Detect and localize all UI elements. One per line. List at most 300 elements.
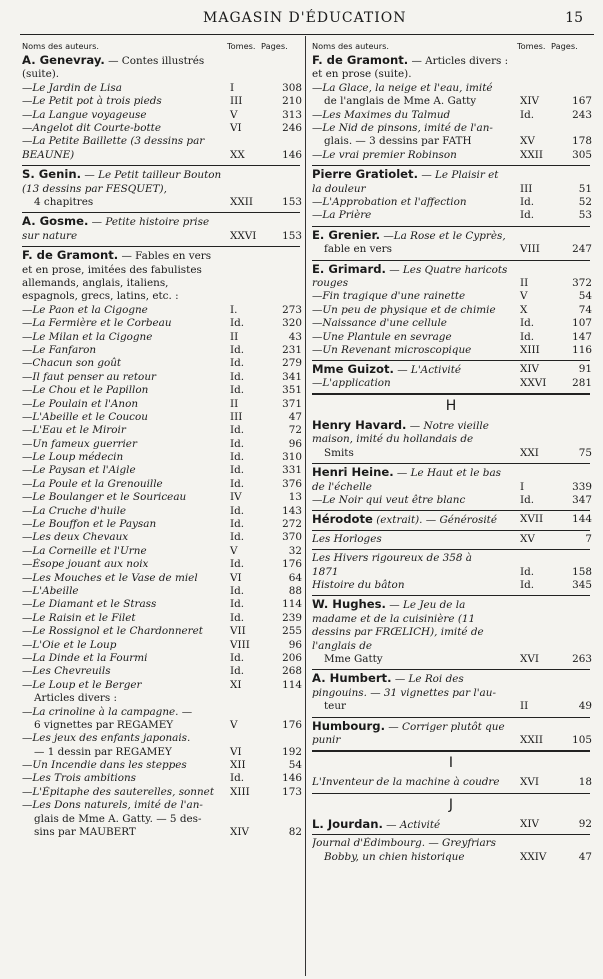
line-title: —Le Loup médecin: [22, 451, 124, 464]
index-line: [22, 464, 300, 477]
author-name: L. Jourdan.: [312, 817, 383, 831]
author-name: E. Grimard.: [312, 261, 386, 276]
line-title: —Les Maximes du Talmud: [312, 108, 451, 121]
line-page: 53: [578, 209, 592, 222]
line-tome: IV: [230, 491, 242, 504]
line-tome: Id.: [230, 451, 245, 464]
index-line: [22, 424, 300, 437]
index-line: [22, 438, 300, 451]
line-title: Bobby, un chien historique: [324, 850, 465, 863]
line-tome: VIII: [230, 638, 250, 651]
line-tome: Id.: [230, 424, 245, 437]
line-page: 176: [282, 718, 302, 731]
line-page: 75: [578, 446, 592, 459]
index-line: [312, 290, 590, 303]
line-tome: XXII: [520, 734, 544, 747]
index-line: [22, 759, 300, 772]
entry-desc: — Notre vieille maison, imité du hollandais de: [312, 420, 489, 446]
line-title: —Les Mouches et le Vase de miel: [22, 571, 198, 584]
line-page: 107: [572, 317, 592, 330]
entry-desc: — Articles divers : et en prose (suite).: [312, 55, 509, 81]
entry-desc: —La Rose et le Cyprès,: [383, 229, 506, 242]
index-line: [22, 639, 300, 652]
line-tome: XIII: [520, 343, 540, 356]
index-line: [22, 149, 300, 162]
line-page: 92: [578, 817, 592, 830]
index-line: [22, 109, 300, 122]
column-divider: [305, 36, 306, 976]
line-tome: XVI: [520, 776, 540, 789]
author-name: Pierre Gratiolet.: [312, 167, 418, 182]
line-title: —Les Dons naturels, imité de l'an-: [22, 799, 203, 812]
line-page: 82: [288, 826, 302, 839]
index-line: [22, 196, 300, 209]
index-line: [22, 478, 300, 491]
line-title: —Le Noir qui veut être blanc: [312, 494, 466, 507]
index-line: [22, 304, 300, 317]
index-line: [22, 95, 300, 108]
line-title: —Le Loup et le Berger: [22, 678, 142, 691]
line-tome: V: [230, 108, 238, 121]
index-line: [22, 652, 300, 665]
line-tome: XXI: [520, 446, 539, 459]
index-line: [22, 679, 300, 692]
line-tome: VI: [230, 571, 242, 584]
line-page: 192: [282, 745, 302, 758]
line-tome: Id.: [230, 504, 245, 517]
line-title: Journal d'Édimbourg. — Greyfriars: [312, 837, 496, 850]
header-rule: [20, 34, 594, 35]
line-tome: III: [230, 410, 243, 423]
line-title: —Fin tragique d'une rainette: [312, 290, 466, 303]
line-page: 32: [288, 544, 302, 557]
line-title: —Le Chou et le Papillon: [22, 384, 149, 397]
line-tome: I.: [230, 303, 238, 316]
index-line: [22, 732, 300, 745]
line-title: —Angelot dit Courte-botte: [22, 121, 162, 134]
line-title: — Activité: [386, 818, 441, 831]
entry-desc: — Contes illustrés (suite).: [22, 55, 205, 81]
line-page: 146: [282, 148, 302, 161]
line-page: 376: [282, 477, 302, 490]
line-tome: Id.: [520, 494, 535, 507]
author-name: Henri Heine.: [312, 465, 394, 480]
line-tome: XV: [520, 135, 535, 148]
line-title: —Le Poulain et l'Anon: [22, 397, 139, 410]
index-line: [22, 331, 300, 344]
page-title: MAGASIN D'ÉDUCATION: [203, 10, 407, 26]
line-page: 239: [282, 611, 302, 624]
line-tome: V: [230, 718, 238, 731]
index-line: [22, 518, 300, 531]
index-line: [22, 344, 300, 357]
index-line: [312, 447, 590, 460]
index-line: [22, 746, 300, 759]
entry-genevray: [22, 52, 300, 166]
author-name: Henry Havard.: [312, 418, 407, 433]
line-title: —L'Abeille et le Coucou: [22, 410, 148, 423]
authors-heading: Noms des auteurs.: [312, 41, 389, 51]
index-line: [22, 786, 300, 799]
line-tome: II: [230, 397, 239, 410]
index-line: [22, 612, 300, 625]
line-page: 96: [288, 638, 302, 651]
line-title: —La Dinde et la Fourmi: [22, 651, 148, 664]
line-tome: Id.: [230, 611, 245, 624]
index-line: [312, 304, 590, 317]
line-page: 144: [572, 513, 592, 526]
line-title: Les Hivers rigoureux de 358 à: [312, 552, 472, 565]
index-line: [312, 149, 590, 162]
index-line: [22, 813, 300, 826]
entry-journal: [312, 835, 590, 867]
index-line: [312, 837, 590, 850]
line-tome: Id.: [230, 531, 245, 544]
index-line: [312, 734, 590, 747]
line-title: —Naissance d'une cellule: [312, 317, 447, 330]
index-line: [22, 572, 300, 585]
line-page: 313: [282, 108, 302, 121]
entry-desc: — Les Quatre haricots: [389, 263, 508, 276]
index-line: [312, 818, 590, 831]
line-tome: Id.: [230, 598, 245, 611]
line-title: —Un Incendie dans les steppes: [22, 759, 187, 772]
line-tome: XII: [230, 759, 246, 772]
line-page: 158: [572, 565, 592, 578]
right-column: [312, 38, 590, 867]
index-line: [22, 585, 300, 598]
line-page: 116: [572, 343, 592, 356]
line-tome: II: [230, 330, 239, 343]
line-title: (extrait). — Générosité: [376, 514, 497, 527]
line-title: —Le Paysan et l'Aigle: [22, 464, 136, 477]
line-title: L'Inventeur de la machine à coudre: [312, 776, 500, 789]
line-page: 74: [578, 303, 592, 316]
line-page: 281: [572, 376, 592, 389]
page-header: [0, 8, 603, 30]
line-tome: Id.: [230, 464, 245, 477]
line-page: 246: [282, 121, 302, 134]
line-tome: Id.: [520, 330, 535, 343]
line-text: [312, 363, 512, 377]
index-line: [22, 82, 300, 95]
line-title: —Un Revenant microscopique: [312, 343, 472, 356]
index-line: [22, 545, 300, 558]
line-title: glais. — 3 dessins par FATH: [324, 135, 472, 148]
entry-guizot: [312, 361, 590, 395]
index-line: [312, 851, 590, 864]
index-line: [22, 706, 300, 719]
line-tome: X: [520, 303, 528, 316]
page-number: 15: [565, 10, 583, 26]
author-name: S. Genin.: [22, 167, 82, 182]
line-page: 51: [578, 182, 592, 195]
entry-gramont-suite: [312, 52, 590, 166]
index-line: [312, 243, 590, 256]
index-line: [312, 377, 590, 390]
line-page: 52: [578, 195, 592, 208]
index-line: [22, 371, 300, 384]
line-title: 6 vignettes par REGAMEY: [34, 718, 174, 731]
section-letter-j: J: [448, 796, 454, 813]
index-line: [312, 135, 590, 148]
line-page: 146: [282, 772, 302, 785]
line-page: 173: [282, 785, 302, 798]
line-tome: Id.: [230, 370, 245, 383]
line-page: 147: [572, 330, 592, 343]
line-tome: XIII: [230, 785, 250, 798]
line-tome: XI: [230, 678, 242, 691]
line-page: 49: [578, 700, 592, 713]
entry-humbourg: [312, 718, 590, 753]
line-title: sins par MAUBERT: [34, 826, 136, 839]
line-page: 153: [282, 229, 302, 242]
line-page: 54: [288, 759, 302, 772]
line-title: — 1 dessin par REGAMEY: [34, 745, 172, 758]
entry-desc: — Corriger plutôt que: [388, 720, 505, 733]
index-line: [22, 598, 300, 611]
index-line: [312, 513, 590, 526]
entry-hughes: [312, 596, 590, 670]
index-line: [22, 531, 300, 544]
line-tome: Id.: [230, 651, 245, 664]
author-name: F. de Gramont.: [312, 53, 409, 67]
line-page: 54: [578, 290, 592, 303]
line-tome: II: [520, 276, 529, 289]
line-tome: VII: [230, 625, 246, 638]
line-tome: XV: [520, 532, 535, 545]
line-title: BEAUNE): [22, 148, 75, 161]
line-tome: Id.: [520, 565, 535, 578]
index-line: [22, 826, 300, 839]
line-title: la douleur: [312, 182, 366, 195]
author-name: E. Grenier.: [312, 227, 381, 242]
line-title: —Le vrai premier Robinson: [312, 148, 457, 161]
index-line: [22, 558, 300, 571]
divers-label: Articles divers :: [34, 692, 117, 705]
author-name: Mme Guizot.: [312, 363, 394, 377]
tomes-heading: Tomes.: [227, 41, 256, 51]
entry-grimard: [312, 261, 590, 362]
author-name: A. Humbert.: [312, 671, 392, 686]
line-title: —La Glace, la neige et l'eau, imité: [312, 81, 493, 94]
line-page: 143: [282, 504, 302, 517]
line-title: sur nature: [22, 229, 78, 242]
line-title: Histoire du bâton: [312, 579, 405, 592]
line-tome: XIV: [230, 826, 250, 839]
line-title: —Il faut penser au retour: [22, 370, 156, 383]
line-title: —Le Diamant et le Strass: [22, 598, 157, 611]
line-page: 167: [572, 95, 592, 108]
line-page: 305: [572, 148, 592, 161]
author-name: A. Genevray.: [22, 53, 105, 67]
entry-desc: — Le Jeu de la madame et de la cuisinière (11 dessins par FRŒLICH), imité de l'anglais de: [312, 599, 484, 652]
line-tome: V: [230, 544, 238, 557]
index-line: [312, 579, 590, 592]
line-page: 91: [578, 363, 592, 376]
line-tome: Id.: [230, 384, 245, 397]
entry-inventeur: [312, 774, 590, 793]
line-title: —La Cruche d'huile: [22, 504, 127, 517]
section-letter-i: I: [448, 755, 454, 772]
line-page: 255: [282, 625, 302, 638]
entry-grenier: [312, 227, 590, 261]
line-title: —La crinoline à la campagne. —: [22, 705, 193, 718]
entry-desc: — Le Roi des pingouins. — 31 vignettes par l'au-: [312, 673, 496, 699]
entry-heine: [312, 464, 590, 511]
line-tome: VI: [230, 121, 242, 134]
index-line: [312, 277, 590, 290]
index-line: [22, 625, 300, 638]
line-tome: XVI: [520, 653, 540, 666]
entry-herodote: [312, 511, 590, 530]
index-line: [312, 552, 590, 565]
index-line: [312, 82, 590, 95]
entry-havard: [312, 417, 590, 464]
line-page: 18: [578, 776, 592, 789]
index-line: [22, 505, 300, 518]
line-page: 105: [572, 734, 592, 747]
entry-gratiolet: [312, 166, 590, 227]
line-tome: Id.: [520, 579, 535, 592]
author-name: A. Gosme.: [22, 214, 89, 229]
line-title: — L'Activité: [397, 364, 462, 377]
author-name: F. de Gramont.: [22, 248, 119, 263]
entry-genin: [22, 166, 300, 213]
line-title: —La Corneille et l'Urne: [22, 544, 147, 557]
line-tome: XIV: [520, 95, 540, 108]
index-line: [312, 776, 590, 789]
line-page: 178: [572, 135, 592, 148]
line-title: —Les Chevreuils: [22, 665, 111, 678]
line-title: —Les jeux des enfants japonais.: [22, 732, 191, 745]
line-title: de l'anglais de Mme A. Gatty: [324, 95, 477, 108]
index-line: [22, 398, 300, 411]
entry-gramont: [22, 247, 300, 842]
line-title: —Chacun son goût: [22, 357, 122, 370]
line-title: —Le Nid de pinsons, imité de l'an-: [312, 121, 493, 134]
line-tome: I: [520, 480, 525, 493]
entry-gosme: [22, 213, 300, 247]
line-tome: I: [230, 81, 235, 94]
line-title: 1871: [312, 565, 339, 578]
line-tome: Id.: [520, 195, 535, 208]
line-tome: Id.: [230, 357, 245, 370]
line-page: 341: [282, 370, 302, 383]
index-line: [312, 344, 590, 357]
line-tome: Id.: [230, 584, 245, 597]
line-title: —Les Trois ambitions: [22, 772, 136, 785]
entry-hivers: [312, 550, 590, 596]
index-line: [22, 451, 300, 464]
line-page: 320: [282, 317, 302, 330]
column-header: [22, 38, 300, 52]
index-line: [22, 411, 300, 424]
line-page: 263: [572, 653, 592, 666]
line-title: —L'Eau et le Miroir: [22, 424, 126, 437]
entry-jourdan: [312, 816, 590, 835]
line-title: punir: [312, 734, 341, 747]
index-line: [312, 331, 590, 344]
line-title: —L'Épitaphe des sauterelles, sonnet: [22, 785, 214, 798]
entry-desc: — Le Haut et le bas: [396, 467, 501, 480]
line-page: 231: [282, 343, 302, 356]
index-line: [312, 533, 590, 546]
entry-desc: — Le Plaisir et: [421, 169, 499, 182]
line-title: —La Prière: [312, 209, 372, 222]
index-line: [312, 196, 590, 209]
line-page: 13: [288, 491, 302, 504]
line-tome: VIII: [520, 243, 540, 256]
line-title: teur: [324, 700, 346, 713]
line-page: 308: [282, 81, 302, 94]
line-page: 273: [282, 303, 302, 316]
line-tome: III: [230, 95, 243, 108]
index-line: [312, 95, 590, 108]
index-line: [312, 209, 590, 222]
line-tome: XXII: [520, 148, 544, 161]
line-page: 247: [572, 243, 592, 256]
line-page: 7: [585, 532, 592, 545]
section-letter-h: H: [445, 398, 457, 415]
entry-desc: — Le Petit tailleur Bouton (13 dessins par FESQUET),: [22, 169, 222, 195]
index-line: [22, 772, 300, 785]
author-name: Humbourg.: [312, 718, 385, 733]
line-tome: XXIV: [520, 850, 547, 863]
entry-desc: — Fables en vers et en prose, imitées des fabulistes allemands, anglais, italiens, espagnols, grecs, latins, etc. :: [22, 250, 212, 303]
line-page: 47: [288, 410, 302, 423]
line-title: —Le Petit pot à trois pieds: [22, 95, 162, 108]
line-page: 339: [572, 480, 592, 493]
line-page: 114: [282, 598, 302, 611]
index-line: [22, 135, 300, 148]
line-title: —L'Oie et le Loup: [22, 638, 117, 651]
line-title: —Un peu de physique et de chimie: [312, 303, 496, 316]
entry-horloges: [312, 531, 590, 550]
line-title: —L'application: [312, 376, 391, 389]
column-header: [312, 38, 590, 52]
line-page: 72: [288, 424, 302, 437]
line-tome: V: [520, 290, 528, 303]
line-title: —Le Rossignol et le Chardonneret: [22, 625, 203, 638]
index-line: [312, 481, 590, 494]
line-page: 96: [288, 437, 302, 450]
line-title: —Un fameux guerrier: [22, 437, 137, 450]
line-title: Les Horloges: [312, 532, 382, 545]
line-title: —La Langue voyageuse: [22, 108, 147, 121]
line-page: 176: [282, 558, 302, 571]
line-title: 4 chapitres: [34, 195, 94, 208]
line-title: Smits: [324, 446, 354, 459]
index-line: [22, 665, 300, 678]
line-tome: XXVI: [520, 376, 547, 389]
entry-humbert: [312, 670, 590, 717]
line-title: —Ésope jouant aux noix: [22, 558, 149, 571]
line-title: Mme Gatty: [324, 653, 383, 666]
index-line: [312, 700, 590, 713]
index-line: [22, 122, 300, 135]
index-line: [22, 230, 300, 243]
line-title: —Le Fanfaron: [22, 343, 97, 356]
line-tome: Id.: [230, 518, 245, 531]
line-page: 153: [282, 195, 302, 208]
line-page: 243: [572, 108, 592, 121]
line-tome: XXII: [230, 195, 254, 208]
line-page: 88: [288, 584, 302, 597]
line-page: 206: [282, 651, 302, 664]
line-page: 370: [282, 531, 302, 544]
line-title: —Les deux Chevaux: [22, 531, 129, 544]
